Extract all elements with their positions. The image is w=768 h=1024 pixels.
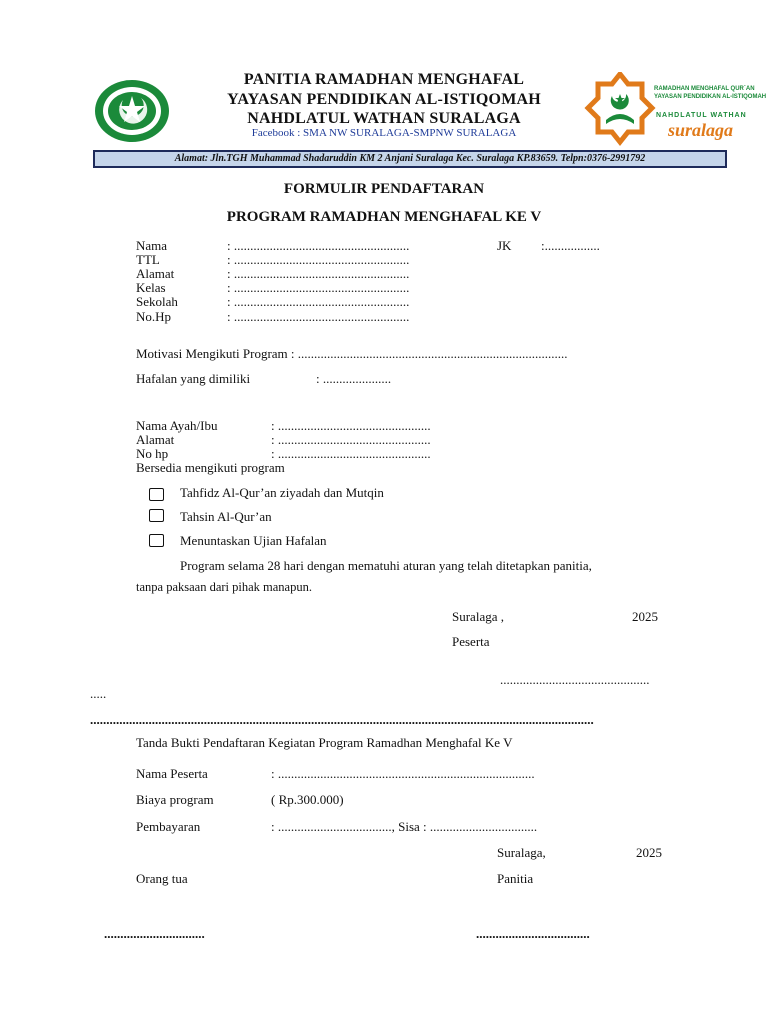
receipt-role-panitia: Panitia [497,871,534,886]
receipt-nama-label: Nama Peserta [136,766,208,781]
sign-role-peserta: Peserta [452,634,490,649]
receipt-sign-ortu-dots[interactable]: ............................... [104,926,205,941]
parent-label-nohp: No hp [136,446,169,461]
parent-label-alamat: Alamat [136,432,175,447]
field-label-nama: Nama [136,238,168,253]
sign-place: Suralaga , [452,609,504,624]
checkbox-tahsin[interactable] [149,509,164,522]
hafalan-label: Hafalan yang dimiliki [136,371,251,386]
field-value-nama[interactable]: : ...................................................... [227,238,410,253]
jk-label: JK [497,238,512,253]
field-value-ttl[interactable]: : ...................................................... [227,252,410,267]
receipt-year: 2025 [636,845,662,860]
program-title: PROGRAM RAMADHAN MENGHAFAL KE V [226,209,542,225]
parent-value-alamat[interactable]: : ............................................... [271,432,431,447]
right-logo [584,72,767,148]
receipt-bayar-value[interactable]: : ..................................., Sisa : ................................. [271,819,538,834]
header-line-1: PANITIA RAMADHAN MENGHAFAL [243,71,525,88]
statement-line-2: tanpa paksaan dari pihak manapun. [136,580,312,594]
jk-value[interactable]: :................. [541,238,600,253]
checkbox-ujian[interactable] [149,534,164,547]
cut-line: ........................................................................................................................................................... [90,712,594,727]
receipt-role-ortu: Orang tua [136,871,188,886]
field-label-nohp: No.Hp [136,309,172,324]
option-ujian-label: Menuntaskan Ujian Hafalan [180,533,327,548]
logo-text-mid: NAHDLATUL WATHAN [656,112,747,119]
receipt-biaya-label: Biaya program [136,792,214,807]
checkbox-tahfidz[interactable] [149,488,164,501]
logo-text-top2: YAYASAN PENDIDIKAN AL-ISTIQOMAH [654,94,767,100]
motivasi-field[interactable]: Motivasi Mengikuti Program : ................................................................................... [136,346,568,361]
receipt-place: Suralaga, [497,845,546,860]
sign-dots-wrap: ..... [90,686,107,701]
parent-label-nama: Nama Ayah/Ibu [136,418,218,433]
field-value-sekolah[interactable]: : ...................................................... [227,294,410,309]
option-tahsin-label: Tahsin Al-Qur’an [180,509,272,524]
hafalan-value[interactable]: : ..................... [316,371,392,386]
field-label-ttl: TTL [136,252,160,267]
field-value-kelas[interactable]: : ...................................................... [227,280,410,295]
logo-text-script: suralaga [668,120,734,140]
address-bar: Alamat: Jln.TGH Muhammad Shadaruddin KM 2 Anjani Suralaga Kec. Suralaga KP.83659. Telpn:0376-2991792 [93,150,727,168]
header-line-2: YAYASAN PENDIDIKAN AL-ISTIQOMAH [227,91,541,108]
parent-value-nama[interactable]: : ............................................... [271,418,431,433]
header-line-3: NAHDLATUL WATHAN SURALAGA [247,110,521,127]
field-label-alamat: Alamat [136,266,175,281]
receipt-sign-panitia-dots[interactable]: ................................... [476,926,590,941]
field-value-alamat[interactable]: : ...................................................... [227,266,410,281]
sign-dots-peserta[interactable]: .............................................. [500,672,650,687]
statement-line-1: Program selama 28 hari dengan mematuhi aturan yang telah ditetapkan panitia, [180,558,592,573]
receipt-bayar-label: Pembayaran [136,819,201,834]
option-tahfidz-label: Tahfidz Al-Qur’an ziyadah dan Mutqin [180,485,384,500]
field-label-sekolah: Sekolah [136,294,178,309]
facebook-text: Facebook : SMA NW SURALAGA-SMPNW SURALAGA [251,127,517,139]
form-title: FORMULIR PENDAFTARAN [283,181,485,197]
sign-year: 2025 [632,609,658,624]
logo-text-top1: RAMADHAN MENGHAFAL QUR`AN [654,86,755,92]
receipt-nama-value[interactable]: : ............................................................................... [271,766,535,781]
field-value-nohp[interactable]: : ...................................................... [227,309,410,324]
parent-value-nohp[interactable]: : ............................................... [271,446,431,461]
bersedia-label: Bersedia mengikuti program [136,460,285,475]
receipt-biaya-value: ( Rp.300.000) [271,792,344,807]
receipt-title: Tanda Bukti Pendaftaran Kegiatan Program Ramadhan Menghafal Ke V [136,735,513,750]
field-label-kelas: Kelas [136,280,166,295]
